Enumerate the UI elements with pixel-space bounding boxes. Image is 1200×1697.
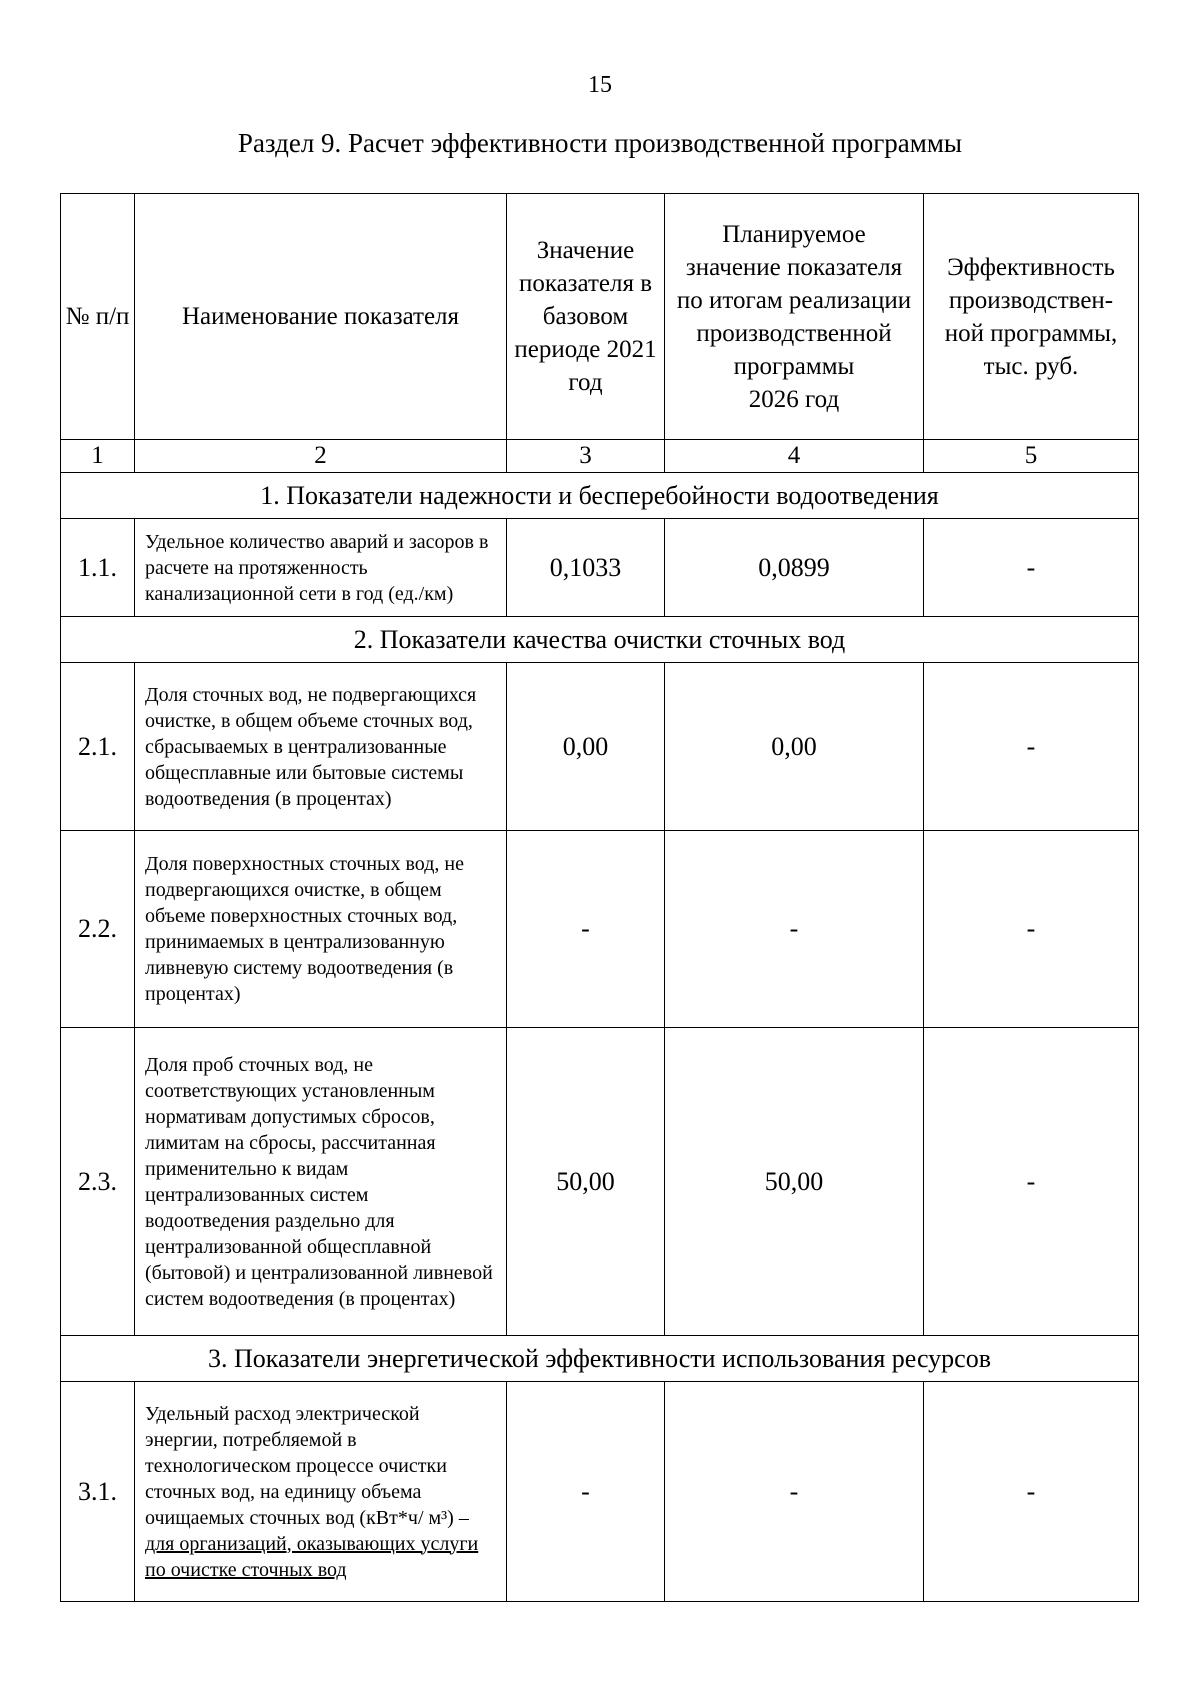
row-base-value: 50,00 <box>507 1028 665 1336</box>
table-row <box>61 1028 1139 1336</box>
row-planned-value: 0,0899 <box>665 519 924 617</box>
header-efficiency: Эффективность производствен-ной программы, тыс. руб. <box>924 194 1139 440</box>
row-number: 3.1. <box>61 1382 135 1602</box>
column-number: 4 <box>665 440 924 473</box>
group-header-row <box>61 1336 1139 1382</box>
row-efficiency-value: - <box>924 831 1139 1028</box>
row-efficiency-value: - <box>924 663 1139 831</box>
row-planned-value: 0,00 <box>665 663 924 831</box>
column-number: 5 <box>924 440 1139 473</box>
row-indicator-name: Доля поверхностных сточных вод, не подвергающихся очистке, в общем объеме поверхностных сточных вод, принимаемых в централизованную ливневую систему водоотведения (в процентах) <box>135 831 507 1028</box>
header-planned-value <box>665 194 924 440</box>
table-row <box>61 519 1139 617</box>
group-title: 3. Показатели энергетической эффективности использования ресурсов <box>61 1336 1139 1382</box>
row-number: 2.2. <box>61 831 135 1028</box>
table-header-row <box>61 194 1139 440</box>
row-number: 1.1. <box>61 519 135 617</box>
row-efficiency-value: - <box>924 1382 1139 1602</box>
header-planned-year: 2026 год <box>748 385 840 413</box>
row-base-value: 0,1033 <box>507 519 665 617</box>
row-indicator-name: Удельное количество аварий и засоров в расчете на протяженность канализационной сети в год (ед./км) <box>135 519 507 617</box>
group-header-row <box>61 617 1139 663</box>
row-efficiency-value: - <box>924 1028 1139 1336</box>
row-number: 2.3. <box>61 1028 135 1336</box>
row-base-value: 0,00 <box>507 663 665 831</box>
row-planned-value: 50,00 <box>665 1028 924 1336</box>
row-indicator-name: Доля сточных вод, не подвергающихся очистке, в общем объеме сточных вод, сбрасываемых в централизованные общесплавные или бытовые системы водоотведения (в процентах) <box>135 663 507 831</box>
column-numbers-row <box>61 440 1139 473</box>
page-number: 15 <box>588 72 612 98</box>
header-base-value: Значение показателя в базовом периоде 2021 год <box>507 194 665 440</box>
header-planned-text: Планируемое значение показателя по итогам реализации производственной программы <box>676 220 912 380</box>
section-title: Раздел 9. Расчет эффективности производственной программы <box>237 128 963 158</box>
column-number: 2 <box>135 440 507 473</box>
row-indicator-main-text: Удельный расход электрической энергии, потребляемой в технологическом процессе очистки сточных вод, на единицу объема очищаемых сточных вод (кВт*ч/ м³) <box>145 1402 454 1529</box>
row-indicator-name <box>135 1382 507 1602</box>
header-number: № п/п <box>61 194 135 440</box>
row-indicator-underlined-note: для организаций, оказывающих услуги по очистке сточных вод <box>145 1532 479 1581</box>
table-row <box>61 663 1139 831</box>
column-number: 3 <box>507 440 665 473</box>
row-indicator-name: Доля проб сточных вод, не соответствующих установленным нормативам допустимых сбросов, лимитам на сбросы, рассчитанная применительно к видам централизованных систем водоотведения раздельно для централизованной общесплавной (бытовой) и централизованной ливневой систем водоотведения (в процентах) <box>135 1028 507 1336</box>
row-base-value: - <box>507 831 665 1028</box>
table-row <box>61 1382 1139 1602</box>
column-number: 1 <box>61 440 135 473</box>
row-number: 2.1. <box>61 663 135 831</box>
table-row <box>61 831 1139 1028</box>
row-base-value: - <box>507 1382 665 1602</box>
row-indicator-dash: – <box>453 1506 469 1529</box>
group-title: 1. Показатели надежности и бесперебойности водоотведения <box>61 473 1139 519</box>
group-title: 2. Показатели качества очистки сточных вод <box>61 617 1139 663</box>
group-header-row <box>61 473 1139 519</box>
header-indicator-name: Наименование показателя <box>135 194 507 440</box>
efficiency-table <box>60 193 1139 1602</box>
row-planned-value: - <box>665 1382 924 1602</box>
row-planned-value: - <box>665 831 924 1028</box>
row-efficiency-value: - <box>924 519 1139 617</box>
